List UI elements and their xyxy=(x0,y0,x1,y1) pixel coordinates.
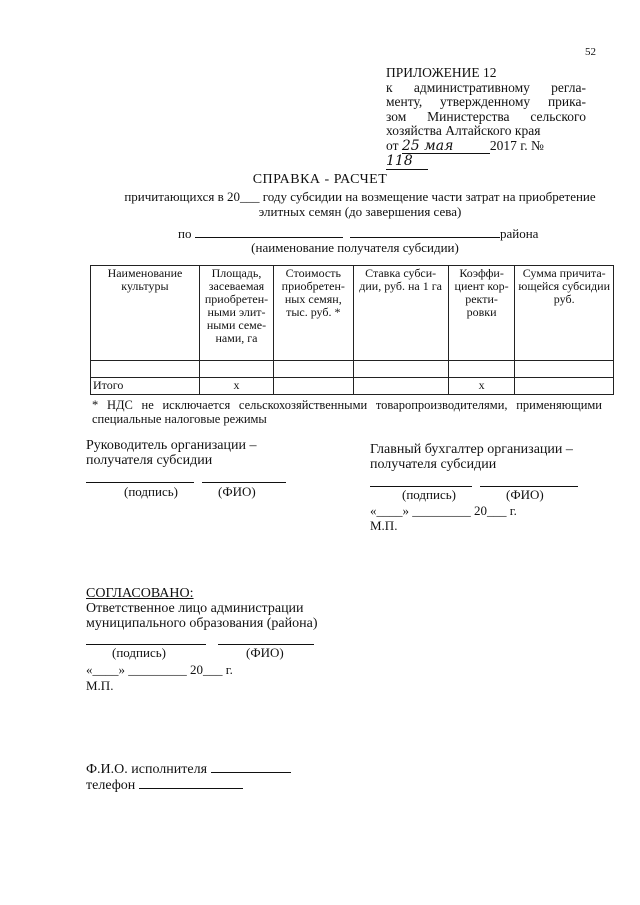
appendix-line-3: зом Министерства сельского xyxy=(386,108,586,124)
head-sign-lines xyxy=(86,470,286,488)
number-field xyxy=(386,154,428,170)
agreed-sign-caption: (подпись) xyxy=(112,645,166,660)
district-name-field xyxy=(195,226,343,238)
accountant-date: «____» _________ 20___ г. xyxy=(370,503,517,518)
accountant-signature-block xyxy=(370,442,573,472)
table-cell xyxy=(199,361,273,378)
executor-phone-line xyxy=(86,776,243,793)
header-sum: Сумма причита- ющейся субсидии руб. xyxy=(515,266,614,361)
agreed-title: СОГЛАСОВАНО: xyxy=(86,586,194,601)
executor-phone-field xyxy=(139,776,243,789)
recipient-caption: (наименование получателя субсидии) xyxy=(251,240,459,255)
head-sign-line xyxy=(86,470,194,483)
accountant-fio-line xyxy=(480,474,578,487)
document-subtitle-1: причитающихся в 20___ году субсидии на возмещение части затрат на приобретение xyxy=(124,189,596,204)
agreed-line-2: муниципального образования (района) xyxy=(86,616,318,631)
date-field xyxy=(402,139,490,155)
page-number: 52 xyxy=(585,46,596,58)
date-prefix: от xyxy=(386,137,399,153)
accountant-title-1: Главный бухгалтер организации – xyxy=(370,442,573,457)
table-row xyxy=(91,361,614,378)
accountant-stamp: М.П. xyxy=(370,518,398,533)
header-crop: Наименование культуры xyxy=(91,266,200,361)
table-header-row xyxy=(91,266,614,361)
head-fio-line xyxy=(202,470,286,483)
head-title-1: Руководитель организации – xyxy=(86,438,257,453)
agreed-date: «____» _________ 20___ г. xyxy=(86,662,233,677)
accountant-sign-caption: (подпись) xyxy=(402,487,456,502)
head-sign-caption: (подпись) xyxy=(124,484,178,499)
table-cell xyxy=(91,361,200,378)
executor-fio-field xyxy=(211,760,291,773)
document-subtitle-2: элитных семян (до завершения сева) xyxy=(258,204,462,219)
appendix-line-4: хозяйства Алтайского края xyxy=(386,123,541,138)
agreed-line-1: Ответственное лицо администрации xyxy=(86,601,304,616)
rayon-label: района xyxy=(499,226,539,241)
agreed-fio-caption: (ФИО) xyxy=(246,645,284,660)
po-label: по xyxy=(178,226,192,241)
agreed-stamp: М.П. xyxy=(86,678,114,693)
total-area: х xyxy=(199,378,273,395)
total-rate xyxy=(353,378,448,395)
vat-footnote: * НДС не исключается сельскохозяйственными товаропроизводителями, применяющими специальные налоговые режимы xyxy=(92,398,602,426)
date-suffix: 2017 г. № xyxy=(489,137,544,153)
appendix-line-2: менту, утвержденному прика- xyxy=(386,94,586,109)
date-handwritten: 25 мая xyxy=(401,137,454,154)
accountant-sign-line xyxy=(370,474,472,487)
appendix-date-line xyxy=(386,139,586,170)
agreed-fio-line xyxy=(218,632,314,645)
district-name-field-2 xyxy=(350,226,500,238)
accountant-fio-caption: (ФИО) xyxy=(506,487,544,502)
table-cell xyxy=(274,361,353,378)
appendix-title: ПРИЛОЖЕНИЕ 12 xyxy=(386,65,497,80)
total-label: Итого xyxy=(91,378,200,395)
document-title: СПРАВКА - РАСЧЕТ xyxy=(252,172,388,187)
table-total-row xyxy=(91,378,614,395)
header-cost: Стоимость приобретен- ных семян, тыс. руб. * xyxy=(274,266,353,361)
total-cost xyxy=(274,378,353,395)
accountant-title-2: получателя субсидии xyxy=(370,457,497,472)
executor-phone-label: телефон xyxy=(86,778,136,793)
table-cell xyxy=(353,361,448,378)
table-cell xyxy=(448,361,515,378)
executor-name-line xyxy=(86,760,291,777)
executor-fio-label: Ф.И.О. исполнителя xyxy=(86,762,208,777)
appendix-line-1: к административному регла- xyxy=(386,79,586,95)
head-title-2: получателя субсидии xyxy=(86,453,213,468)
appendix-block xyxy=(386,66,586,170)
total-coef: х xyxy=(448,378,515,395)
header-rate: Ставка субси- дии, руб. на 1 га xyxy=(353,266,448,361)
subsidy-table xyxy=(90,265,614,395)
number-handwritten: 118 xyxy=(386,153,413,169)
header-coef: Коэффи- циент кор- ректи- ровки xyxy=(448,266,515,361)
agreed-sign-line xyxy=(86,632,206,645)
table-cell xyxy=(515,361,614,378)
agreed-block xyxy=(86,586,318,631)
head-signature-block xyxy=(86,438,256,468)
header-area: Площадь, засеваемая приобретен- ными элит- ными семе- нами, га xyxy=(199,266,273,361)
total-sum xyxy=(515,378,614,395)
head-fio-caption: (ФИО) xyxy=(218,484,256,499)
